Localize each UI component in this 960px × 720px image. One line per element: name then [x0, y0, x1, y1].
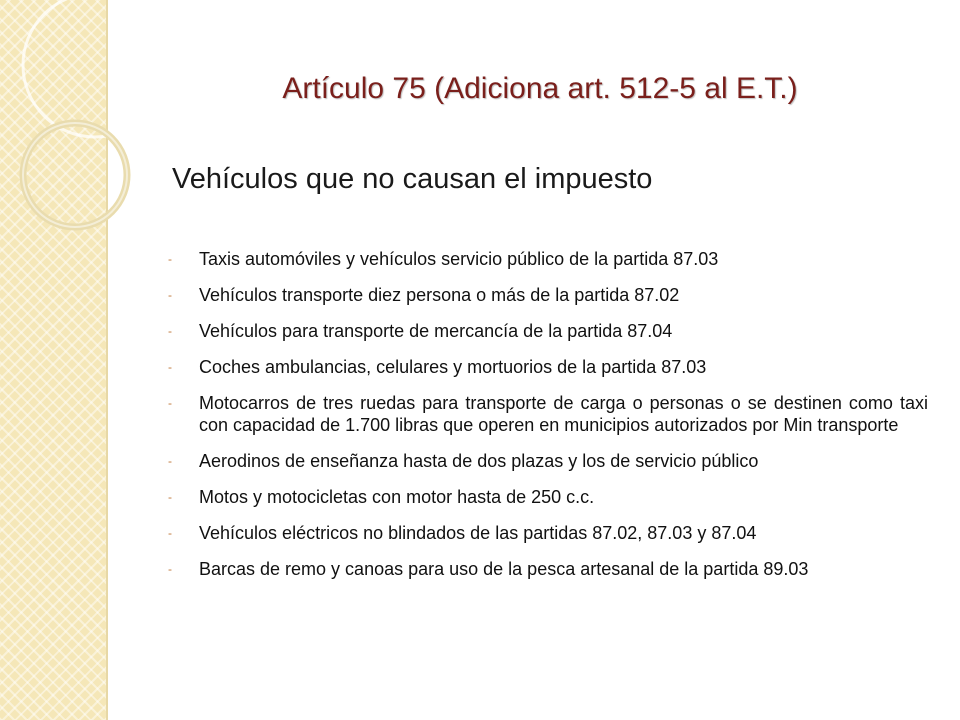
list-item-text: Barcas de remo y canoas para uso de la pesca artesanal de la partida 89.03	[199, 559, 809, 579]
list-item	[168, 486, 928, 508]
bullet-marker: -	[168, 526, 172, 540]
list-item-text: Vehículos eléctricos no blindados de las partidas 87.02, 87.03 y 87.04	[199, 523, 757, 543]
bullet-marker: -	[168, 252, 172, 266]
slide-subtitle: Vehículos que no causan el impuesto	[172, 163, 653, 195]
bullet-marker: -	[168, 396, 172, 410]
bullet-marker: -	[168, 288, 172, 302]
list-item	[168, 450, 928, 472]
list-item	[168, 284, 928, 306]
bullet-marker: -	[168, 562, 172, 576]
bullet-marker: -	[168, 324, 172, 338]
list-item	[168, 320, 928, 342]
list-item-text: Motos y motocicletas con motor hasta de 250 c.c.	[199, 487, 595, 507]
list-item-text: Taxis automóviles y vehículos servicio público de la partida 87.03	[199, 249, 719, 269]
decorative-rings	[0, 0, 140, 260]
list-item	[168, 522, 928, 544]
list-item	[168, 392, 928, 436]
list-item-text: Motocarros de tres ruedas para transporte de carga o personas o se destinen como taxi con capacidad de 1.700 libras que operen en municipios autorizados por Min transporte	[199, 393, 928, 435]
bullet-marker: -	[168, 454, 172, 468]
slide-title: Artículo 75 (Adiciona art. 512-5 al E.T.)	[282, 72, 798, 105]
list-item	[168, 558, 928, 580]
bullet-marker: -	[168, 360, 172, 374]
vehicle-exemption-list	[168, 248, 928, 594]
list-item-text: Aerodinos de enseñanza hasta de dos plazas y los de servicio público	[199, 451, 759, 471]
list-item-text: Vehículos para transporte de mercancía de la partida 87.04	[199, 321, 673, 341]
list-item-text: Vehículos transporte diez persona o más de la partida 87.02	[199, 285, 680, 305]
bullet-marker: -	[168, 490, 172, 504]
list-item-text: Coches ambulancias, celulares y mortuorios de la partida 87.03	[199, 357, 707, 377]
list-item	[168, 356, 928, 378]
list-item	[168, 248, 928, 270]
